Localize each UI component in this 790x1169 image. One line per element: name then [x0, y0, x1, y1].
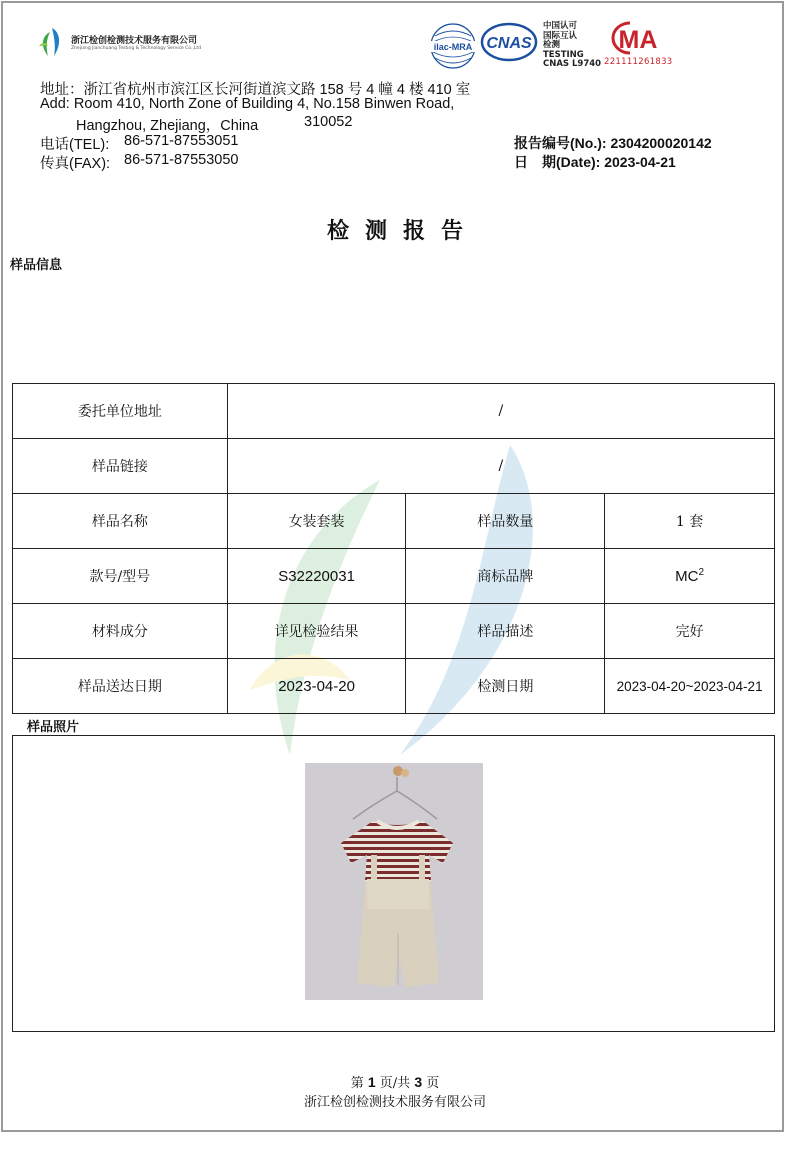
client-address-value: / [227, 384, 774, 439]
test-date-label: 检测日期 [406, 659, 605, 714]
desc-value: 完好 [605, 604, 775, 659]
sample-info-table [12, 383, 775, 714]
brand-name: MC [675, 568, 699, 585]
sample-qty-label: 样品数量 [406, 494, 605, 549]
sample-info-heading: 样品信息 [10, 258, 63, 273]
brand-label: 商标品牌 [406, 549, 605, 604]
sample-link-value: / [227, 439, 774, 494]
delivery-date-value: 2023-04-20 [227, 659, 406, 714]
cma-logo-icon [600, 20, 666, 56]
cnas-text-block [543, 22, 601, 70]
company-name-cn: 浙江检创检测技术服务有限公司 [71, 36, 198, 46]
cnas-text-line: CNAS L9740 [543, 59, 602, 70]
report-date-label: 日 期(Date): [514, 154, 601, 170]
cnas-text-line: TESTING [543, 49, 584, 60]
tel-value: 86-571-87553051 [124, 133, 239, 149]
table-row [13, 604, 775, 659]
cnas-text-line: 国际互认 [543, 30, 578, 41]
table-row [13, 659, 775, 714]
report-date [514, 152, 676, 172]
cma-number: 221111261833 [604, 57, 673, 67]
material-value: 详见检验结果 [227, 604, 406, 659]
report-no [514, 133, 712, 153]
model-value: S32220031 [227, 549, 406, 604]
footer-company: 浙江检创检测技术服务有限公司 [303, 1095, 486, 1110]
table-row [13, 439, 775, 494]
report-no-value: 2304200020142 [610, 135, 712, 151]
page-indicator [0, 1072, 790, 1091]
report-date-value: 2023-04-21 [604, 154, 676, 170]
sample-name-value: 女装套装 [227, 494, 406, 549]
report-no-label: 报告编号(No.): [514, 135, 607, 151]
brand-value [605, 549, 775, 604]
material-label: 材料成分 [13, 604, 228, 659]
fax-label: 传真(FAX): [40, 156, 111, 172]
test-date-value: 2023-04-20~2023-04-21 [605, 659, 775, 714]
cnas-logo-icon [480, 22, 538, 62]
address-cn: 地址：浙江省杭州市滨江区长河街道滨文路 158 号 4 幢 4 楼 410 室 [40, 82, 471, 98]
report-title: 检测报告 [326, 218, 479, 244]
ilac-label: ilac-MRA [433, 42, 473, 52]
cnas-text-line: 中国认可 [543, 21, 578, 31]
cnas-text-line: 检测 [543, 40, 561, 51]
brand-superscript: 2 [698, 567, 705, 578]
table-row [13, 384, 775, 439]
page-current: 1 [367, 1074, 376, 1090]
cnas-label: CNAS [486, 35, 532, 52]
sample-photo-heading: 样品照片 [27, 720, 80, 735]
page-suffix: 页 [426, 1076, 440, 1091]
address-en-line1: Add: Room 410, North Zone of Building 4, No.158 Binwen Road, [40, 96, 455, 112]
desc-label: 样品描述 [406, 604, 605, 659]
address-postcode: 310052 [304, 114, 353, 130]
client-address-label: 委托单位地址 [13, 384, 228, 439]
page-mid: 页/共 [379, 1076, 411, 1091]
model-label: 款号/型号 [13, 549, 228, 604]
sample-name-label: 样品名称 [13, 494, 228, 549]
table-row [13, 494, 775, 549]
page-prefix: 第 [350, 1076, 364, 1091]
fax-value: 86-571-87553050 [124, 152, 239, 168]
sample-link-label: 样品链接 [13, 439, 228, 494]
ilac-mra-logo-icon [429, 22, 477, 70]
company-logo-icon [36, 26, 66, 58]
company-name-en: Zhejiang Jianchuang Testing & Technology Service Co.,Ltd [71, 46, 202, 51]
sample-qty-value: 1 套 [605, 494, 775, 549]
delivery-date-label: 样品送达日期 [13, 659, 228, 714]
address-en-line2: Hangzhou, Zhejiang，China [76, 118, 259, 134]
tel-label: 电话(TEL): [40, 137, 110, 153]
table-row [13, 549, 775, 604]
page-total: 3 [414, 1074, 423, 1090]
ma-label: MA [618, 26, 658, 54]
sample-photo [305, 763, 483, 1000]
